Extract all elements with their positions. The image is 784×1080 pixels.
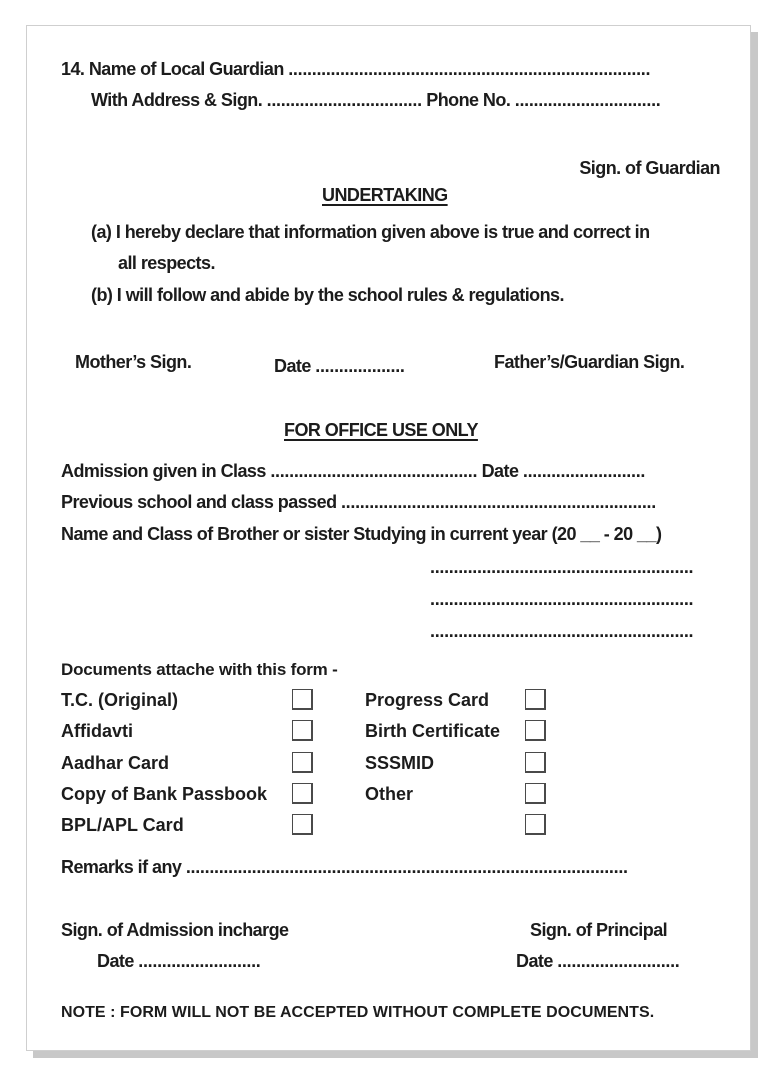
sibling-label: Name and Class of Brother or sister Studying in current year (20 __ - 20 __) bbox=[61, 524, 662, 544]
doc-checkbox-other[interactable] bbox=[525, 783, 546, 804]
incharge-date-line bbox=[97, 951, 261, 971]
undertaking-date-field[interactable]: ................... bbox=[315, 356, 405, 376]
office-use-heading: FOR OFFICE USE ONLY bbox=[284, 420, 478, 440]
doc-checkbox-sssmid[interactable] bbox=[525, 752, 546, 773]
admission-incharge-sign-label: Sign. of Admission incharge bbox=[61, 920, 289, 940]
previous-school-field[interactable]: ................................................................... bbox=[340, 492, 656, 512]
doc-checkbox-tc[interactable] bbox=[292, 689, 313, 710]
undertaking-item-a-continuation: all respects. bbox=[118, 253, 215, 273]
local-guardian-name-label: Name of Local Guardian bbox=[88, 59, 284, 79]
guardian-address-line bbox=[91, 90, 660, 110]
remarks-field[interactable]: .............................................................................................. bbox=[185, 857, 628, 877]
doc-checkbox-birth-certificate[interactable] bbox=[525, 720, 546, 741]
sibling-field-2[interactable]: ........................................................ bbox=[430, 589, 694, 609]
doc-label-sssmid: SSSMID bbox=[365, 753, 435, 773]
doc-checkbox-extra[interactable] bbox=[525, 814, 546, 835]
doc-checkbox-progress-card[interactable] bbox=[525, 689, 546, 710]
admission-class-field[interactable]: ............................................ bbox=[270, 461, 478, 481]
remarks-line bbox=[61, 857, 628, 877]
documents-heading: Documents attache with this form - bbox=[61, 660, 338, 679]
undertaking-date-label: Date bbox=[274, 356, 311, 376]
principal-date-label: Date bbox=[516, 951, 553, 971]
doc-label-bpl-apl: BPL/APL Card bbox=[61, 815, 184, 835]
local-guardian-name-line bbox=[61, 59, 650, 79]
guardian-address-field[interactable]: ................................. bbox=[266, 90, 422, 110]
doc-checkbox-bpl-apl[interactable] bbox=[292, 814, 313, 835]
father-guardian-sign-label: Father’s/Guardian Sign. bbox=[494, 352, 685, 372]
undertaking-item-a-marker: (a) bbox=[91, 222, 112, 242]
doc-label-bank-passbook: Copy of Bank Passbook bbox=[61, 784, 268, 804]
principal-date-line bbox=[516, 951, 680, 971]
undertaking-item-a-text: I hereby declare that information given above is true and correct in bbox=[115, 222, 650, 242]
undertaking-item-b-marker: (b) bbox=[91, 285, 113, 305]
incharge-date-field[interactable]: .......................... bbox=[138, 951, 261, 971]
undertaking-heading: UNDERTAKING bbox=[322, 185, 448, 205]
undertaking-item-a bbox=[91, 222, 650, 242]
guardian-address-label: With Address & Sign. bbox=[91, 90, 263, 110]
footer-note: NOTE : FORM WILL NOT BE ACCEPTED WITHOUT COMPLETE DOCUMENTS. bbox=[61, 1004, 655, 1021]
mother-sign-label: Mother’s Sign. bbox=[75, 352, 192, 372]
principal-sign-label: Sign. of Principal bbox=[530, 920, 668, 940]
previous-school-label: Previous school and class passed bbox=[61, 492, 337, 512]
sibling-field-3[interactable]: ........................................................ bbox=[430, 621, 694, 641]
doc-label-tc: T.C. (Original) bbox=[61, 690, 178, 710]
previous-school-line bbox=[61, 492, 656, 512]
local-guardian-name-field[interactable]: ............................................................................. bbox=[288, 59, 651, 79]
sibling-field-1[interactable]: ........................................................ bbox=[430, 557, 694, 577]
doc-label-affidavit: Affidavti bbox=[61, 721, 133, 741]
admission-class-line bbox=[61, 461, 645, 481]
item-number: 14. bbox=[61, 59, 85, 79]
remarks-label: Remarks if any bbox=[61, 857, 182, 877]
doc-label-aadhar: Aadhar Card bbox=[61, 753, 170, 773]
doc-label-progress-card: Progress Card bbox=[365, 690, 490, 710]
incharge-date-label: Date bbox=[97, 951, 134, 971]
doc-checkbox-affidavit[interactable] bbox=[292, 720, 313, 741]
guardian-phone-field[interactable]: ............................... bbox=[514, 90, 661, 110]
doc-checkbox-aadhar[interactable] bbox=[292, 752, 313, 773]
undertaking-item-b-text: I will follow and abide by the school rules & regulations. bbox=[116, 285, 564, 305]
admission-class-label: Admission given in Class bbox=[61, 461, 266, 481]
guardian-phone-label: Phone No. bbox=[426, 90, 511, 110]
principal-date-field[interactable]: .......................... bbox=[557, 951, 680, 971]
undertaking-item-b bbox=[91, 285, 564, 305]
doc-checkbox-bank-passbook[interactable] bbox=[292, 783, 313, 804]
guardian-sign-label: Sign. of Guardian bbox=[579, 158, 720, 178]
admission-date-label: Date bbox=[481, 461, 519, 481]
undertaking-date-line bbox=[274, 356, 405, 376]
doc-label-other: Other bbox=[365, 784, 414, 804]
admission-date-field[interactable]: .......................... bbox=[522, 461, 646, 481]
doc-label-birth-certificate: Birth Certificate bbox=[365, 721, 501, 741]
